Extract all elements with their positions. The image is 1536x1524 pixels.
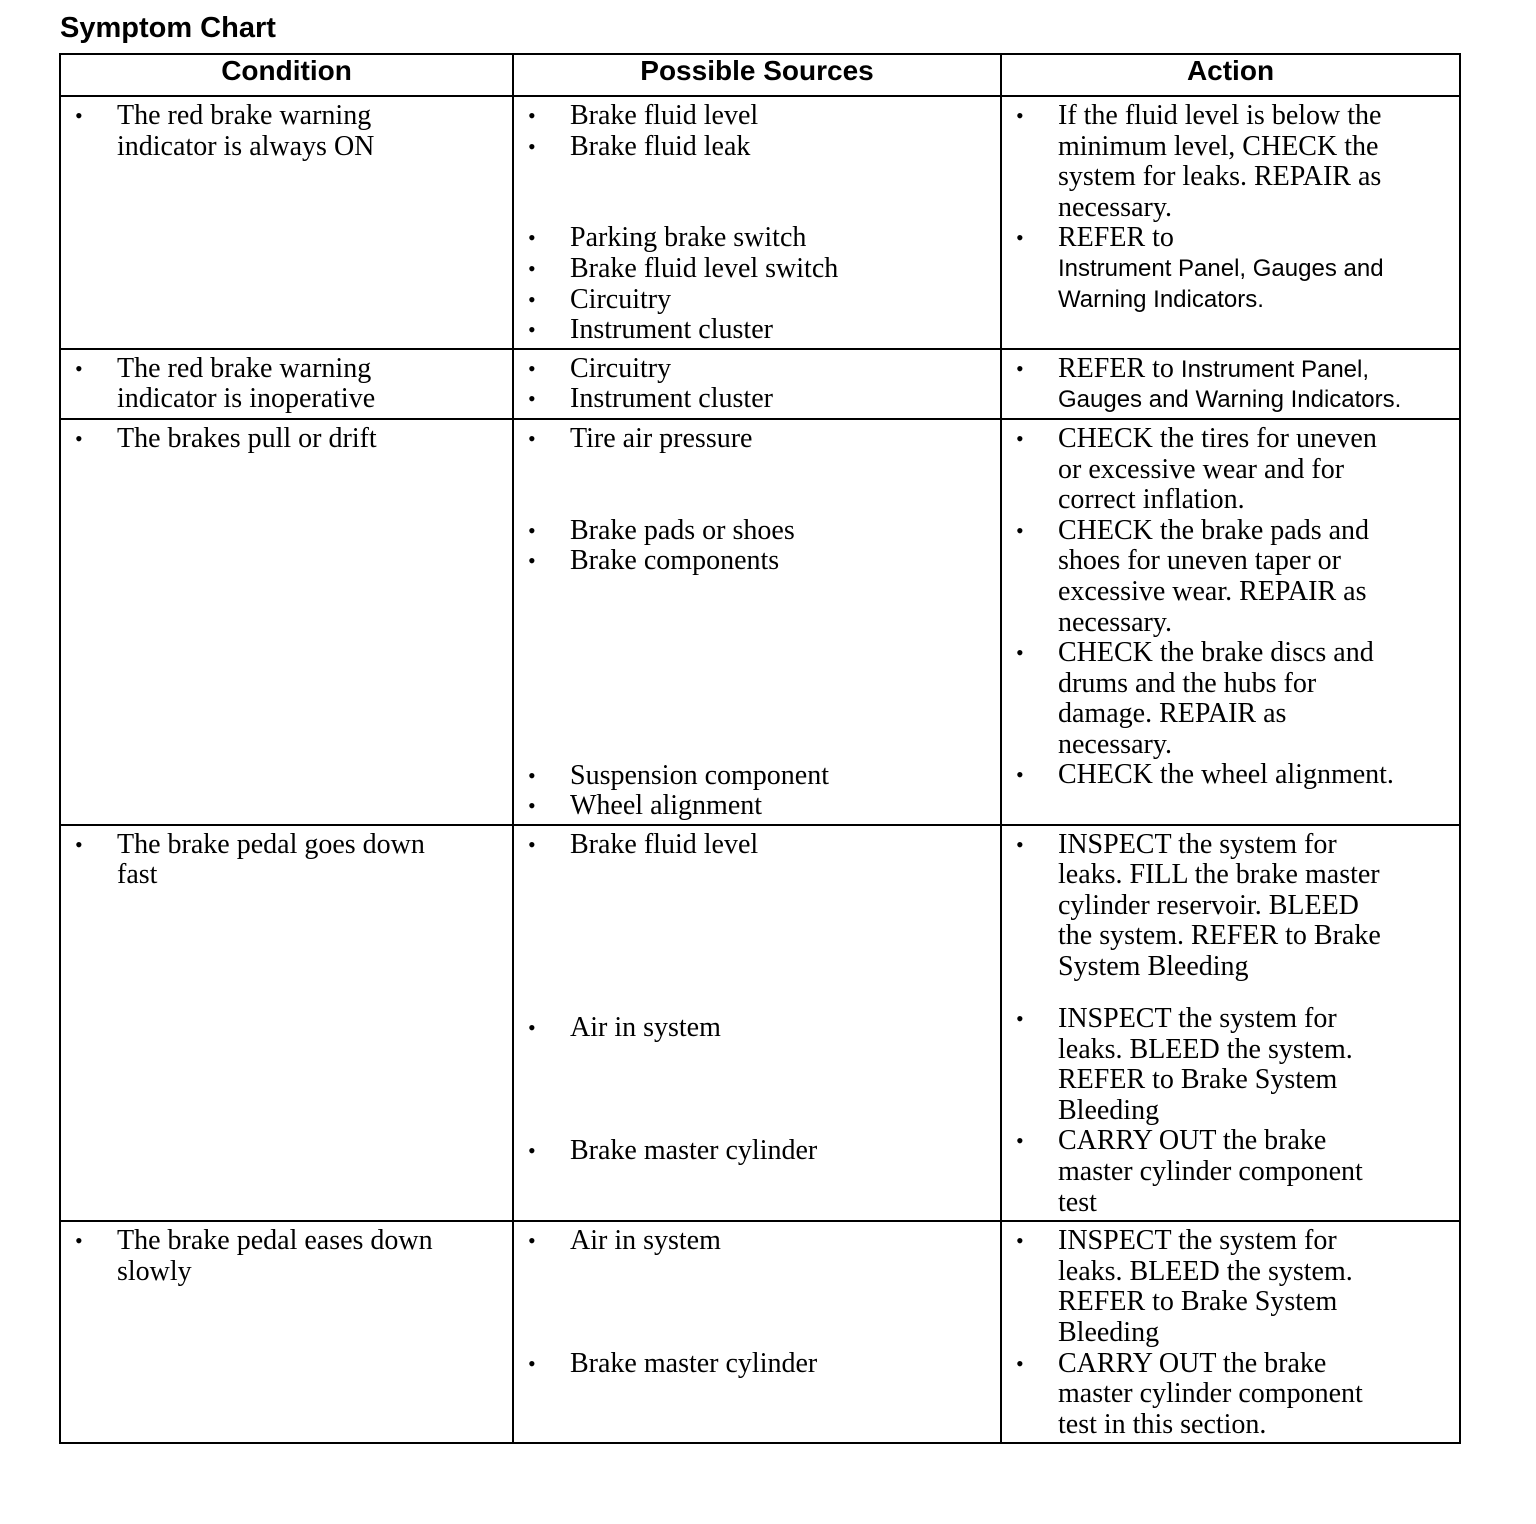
- action-line: REFER to Brake System: [1058, 1064, 1338, 1096]
- source-item: [514, 315, 994, 346]
- action-line: system for leaks. REPAIR as: [1058, 161, 1382, 193]
- source-text: Instrument cluster: [570, 383, 773, 415]
- condition-item: [61, 424, 506, 455]
- action-cell: [1001, 349, 1460, 419]
- source-text: Brake components: [570, 545, 780, 577]
- bullet-icon: •: [1016, 225, 1024, 251]
- action-line: CHECK the brake discs and: [1058, 637, 1374, 669]
- source-item: [514, 223, 994, 254]
- source-text: Instrument cluster: [570, 314, 773, 346]
- condition-line: slowly: [117, 1255, 192, 1287]
- condition-item: [61, 101, 506, 162]
- action-line: REFER to: [1058, 222, 1174, 254]
- bullet-icon: •: [528, 286, 536, 312]
- bullet-icon: •: [528, 355, 536, 381]
- action-item: [1002, 760, 1453, 791]
- source-text: Brake master cylinder: [570, 1347, 818, 1379]
- action-line: test in this section.: [1058, 1408, 1267, 1440]
- sources-cell: [513, 1221, 1001, 1443]
- bullet-icon: •: [528, 103, 536, 128]
- source-text: Brake fluid level: [570, 828, 759, 860]
- reference-link-text: Instrument Panel, Gauges and: [1058, 254, 1384, 282]
- source-item: [514, 132, 994, 163]
- page-title: Symptom Chart: [60, 12, 276, 44]
- source-text: Brake fluid level switch: [570, 252, 839, 284]
- condition-line: indicator is always ON: [117, 130, 375, 162]
- source-text: Brake pads or shoes: [570, 514, 795, 546]
- reference-link-text: Gauges and Warning Indicators.: [1058, 386, 1402, 414]
- action-line: shoes for uneven taper or: [1058, 545, 1342, 577]
- condition-cell: [60, 96, 513, 349]
- action-line: System Bleeding: [1058, 951, 1249, 983]
- bullet-icon: •: [1016, 103, 1024, 128]
- condition-line: indicator is inoperative: [117, 383, 376, 415]
- condition-item: [61, 354, 506, 415]
- sources-cell: [513, 96, 1001, 349]
- condition-line: The brake pedal goes down: [117, 828, 425, 860]
- action-line: necessary.: [1058, 728, 1173, 760]
- condition-line: fast: [117, 859, 158, 891]
- bullet-icon: •: [1016, 1128, 1024, 1154]
- table-body: [60, 96, 1460, 1443]
- source-item: [514, 791, 994, 822]
- action-line: If the fluid level is below the: [1058, 100, 1382, 131]
- condition-cell: [60, 825, 513, 1222]
- action-line: necessary.: [1058, 191, 1173, 223]
- action-item: [1002, 223, 1453, 315]
- table-row: [60, 1221, 1460, 1443]
- condition-cell: [60, 419, 513, 825]
- source-item: [514, 1226, 994, 1257]
- action-line: drums and the hubs for: [1058, 667, 1317, 699]
- source-item: [514, 285, 994, 316]
- action-item: [1002, 1004, 1453, 1126]
- action-line: CARRY OUT the brake: [1058, 1125, 1327, 1157]
- source-item: [514, 254, 994, 285]
- source-text: Air in system: [570, 1225, 721, 1257]
- sources-cell: [513, 419, 1001, 825]
- reference-link-text: Instrument Panel,: [1180, 355, 1370, 383]
- action-item: [1002, 516, 1453, 638]
- bullet-icon: •: [75, 831, 83, 857]
- action-line: [1058, 354, 1453, 386]
- bullet-icon: •: [528, 133, 536, 159]
- action-text: REFER to: [1058, 352, 1181, 384]
- header-action: Action: [1001, 54, 1460, 96]
- condition-line: The brakes pull or drift: [117, 422, 377, 454]
- condition-line: The brake pedal eases down: [117, 1225, 433, 1257]
- action-line: CARRY OUT the brake: [1058, 1347, 1327, 1379]
- action-cell: [1001, 825, 1460, 1222]
- bullet-icon: •: [528, 517, 536, 543]
- source-item: [514, 354, 994, 385]
- action-line: correct inflation.: [1058, 484, 1245, 516]
- bullet-icon: •: [528, 831, 536, 857]
- source-text: Brake master cylinder: [570, 1134, 818, 1166]
- action-item: [1002, 354, 1453, 416]
- bullet-icon: •: [75, 355, 83, 381]
- condition-cell: [60, 1221, 513, 1443]
- source-text: Wheel alignment: [570, 790, 763, 822]
- bullet-icon: •: [528, 793, 536, 819]
- action-line: necessary.: [1058, 606, 1173, 638]
- condition-item: [61, 830, 506, 891]
- table-row: [60, 349, 1460, 419]
- source-text: Brake fluid leak: [570, 130, 751, 162]
- bullet-icon: •: [528, 1228, 536, 1254]
- bullet-icon: •: [1016, 1006, 1024, 1032]
- bullet-icon: •: [1016, 1350, 1024, 1376]
- bullet-icon: •: [75, 103, 83, 128]
- source-text: Circuitry: [570, 283, 672, 315]
- action-cell: [1001, 96, 1460, 349]
- bullet-icon: •: [528, 425, 536, 451]
- action-item: [1002, 1349, 1453, 1441]
- source-item: [514, 384, 994, 415]
- bullet-icon: •: [528, 386, 536, 412]
- action-line: leaks. BLEED the system.: [1058, 1255, 1353, 1287]
- symptom-chart-table: [59, 53, 1461, 1444]
- bullet-icon: •: [528, 225, 536, 251]
- action-line: INSPECT the system for: [1058, 828, 1337, 860]
- condition-cell: [60, 349, 513, 419]
- source-text: Air in system: [570, 1012, 721, 1044]
- source-text: Parking brake switch: [570, 222, 807, 254]
- action-line: leaks. FILL the brake master: [1058, 859, 1380, 891]
- action-item: [1002, 1126, 1453, 1218]
- source-item: [514, 830, 994, 861]
- condition-line: The red brake warning: [117, 100, 372, 131]
- action-line: INSPECT the system for: [1058, 1225, 1337, 1257]
- source-item: [514, 761, 994, 792]
- action-line: REFER to Brake System: [1058, 1286, 1338, 1318]
- source-item: [514, 1136, 994, 1167]
- action-line: CHECK the wheel alignment.: [1058, 759, 1394, 791]
- bullet-icon: •: [528, 548, 536, 574]
- bullet-icon: •: [1016, 831, 1024, 857]
- action-cell: [1001, 1221, 1460, 1443]
- source-item: [514, 1349, 994, 1380]
- bullet-icon: •: [75, 425, 83, 451]
- action-item: [1002, 101, 1453, 223]
- action-line: damage. REPAIR as: [1058, 698, 1287, 730]
- source-item: [514, 1013, 994, 1044]
- source-item: [514, 516, 994, 547]
- source-text: Suspension component: [570, 759, 829, 791]
- bullet-icon: •: [528, 1137, 536, 1163]
- bullet-icon: •: [1016, 762, 1024, 788]
- action-item: [1002, 424, 1453, 516]
- table-row: [60, 825, 1460, 1222]
- table-row: [60, 419, 1460, 825]
- source-item: [514, 101, 994, 132]
- action-item: [1002, 830, 1453, 983]
- condition-line: The red brake warning: [117, 352, 372, 384]
- sources-cell: [513, 349, 1001, 419]
- bullet-icon: •: [1016, 425, 1024, 451]
- action-line: or excessive wear and for: [1058, 453, 1345, 485]
- source-item: [514, 546, 994, 577]
- action-line: the system. REFER to Brake: [1058, 920, 1381, 952]
- action-line: Bleeding: [1058, 1094, 1160, 1126]
- source-text: Tire air pressure: [570, 422, 753, 454]
- action-item: [1002, 1226, 1453, 1348]
- bullet-icon: •: [1016, 517, 1024, 543]
- bullet-icon: •: [1016, 355, 1024, 381]
- action-line: master cylinder component: [1058, 1156, 1363, 1188]
- action-line: minimum level, CHECK the: [1058, 130, 1379, 162]
- bullet-icon: •: [528, 1350, 536, 1376]
- header-row: [60, 54, 1460, 96]
- action-cell: [1001, 419, 1460, 825]
- source-text: Circuitry: [570, 352, 672, 384]
- action-line: excessive wear. REPAIR as: [1058, 575, 1367, 607]
- action-item: [1002, 638, 1453, 760]
- action-line: cylinder reservoir. BLEED: [1058, 889, 1359, 921]
- action-line: leaks. BLEED the system.: [1058, 1033, 1353, 1065]
- action-line: INSPECT the system for: [1058, 1003, 1337, 1035]
- action-line: CHECK the tires for uneven: [1058, 422, 1377, 454]
- bullet-icon: •: [528, 762, 536, 788]
- source-text: Brake fluid level: [570, 100, 759, 131]
- bullet-icon: •: [1016, 640, 1024, 666]
- reference-link-text: Warning Indicators.: [1058, 285, 1264, 313]
- bullet-icon: •: [75, 1228, 83, 1254]
- table-row: [60, 96, 1460, 349]
- header-condition: Condition: [60, 54, 513, 96]
- bullet-icon: •: [528, 317, 536, 343]
- bullet-icon: •: [528, 1015, 536, 1041]
- condition-item: [61, 1226, 506, 1287]
- action-line: test: [1058, 1186, 1097, 1218]
- sources-cell: [513, 825, 1001, 1222]
- action-line: Bleeding: [1058, 1317, 1160, 1348]
- action-line: CHECK the brake pads and: [1058, 514, 1370, 546]
- bullet-icon: •: [1016, 1228, 1024, 1254]
- header-possible-sources: Possible Sources: [513, 54, 1001, 96]
- action-line: master cylinder component: [1058, 1378, 1363, 1410]
- source-item: [514, 424, 994, 455]
- bullet-icon: •: [528, 255, 536, 281]
